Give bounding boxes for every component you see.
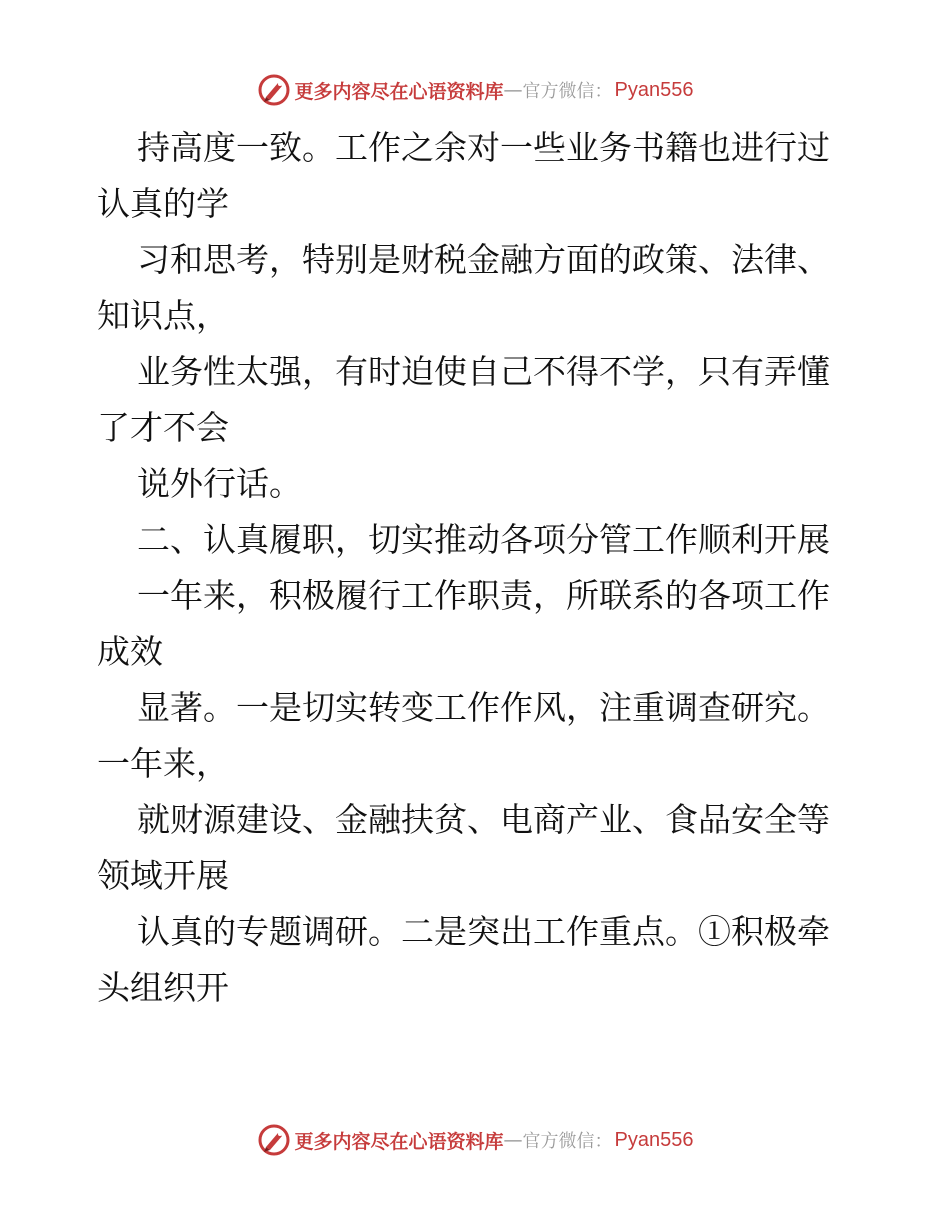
pen-logo-icon xyxy=(257,73,291,107)
footer-site-name: 更多内容尽在心语资料库 xyxy=(294,1130,504,1153)
text-line-13: 就财源建设、金融扶贫、电商产业、食品安全等 xyxy=(137,800,830,839)
footer-wechat-label: 官方微信： xyxy=(522,1131,613,1152)
text-line-3: 习和思考，特别是财税金融方面的政策、法律、 xyxy=(137,240,830,279)
text-line-9: 一年来，积极履行工作职责，所联系的各项工作 xyxy=(137,576,830,615)
pen-logo-icon xyxy=(257,1123,291,1157)
header-banner xyxy=(0,70,950,110)
footer-wechat-id: Pyan556 xyxy=(614,1128,694,1151)
text-line-12: 一年来， xyxy=(97,744,229,783)
text-line-6: 了才不会 xyxy=(97,408,229,447)
text-line-16: 头组织开 xyxy=(97,968,229,1007)
text-line-15: 认真的专题调研。二是突出工作重点。①积极牵 xyxy=(137,912,830,951)
footer-separator: — xyxy=(503,1129,523,1151)
text-line-7: 说外行话。 xyxy=(137,464,302,503)
text-line-5: 业务性太强，有时迫使自己不得不学，只有弄懂 xyxy=(137,352,830,391)
text-line-2: 认真的学 xyxy=(97,184,229,223)
text-line-1: 持高度一致。工作之余对一些业务书籍也进行过 xyxy=(137,128,830,167)
document-body xyxy=(97,120,857,1016)
text-line-4: 知识点， xyxy=(97,296,229,335)
text-line-11: 显著。一是切实转变工作作风，注重调查研究。 xyxy=(137,688,830,727)
section-heading-2: 二、认真履职，切实推动各项分管工作顺利开展 xyxy=(137,520,830,559)
header-wechat-id: Pyan556 xyxy=(614,78,694,101)
header-separator: — xyxy=(503,79,523,101)
text-line-10: 成效 xyxy=(97,632,163,671)
footer-banner xyxy=(0,1120,950,1160)
header-wechat-label: 官方微信： xyxy=(522,81,613,102)
header-site-name: 更多内容尽在心语资料库 xyxy=(294,80,504,103)
text-line-14: 领域开展 xyxy=(97,856,229,895)
